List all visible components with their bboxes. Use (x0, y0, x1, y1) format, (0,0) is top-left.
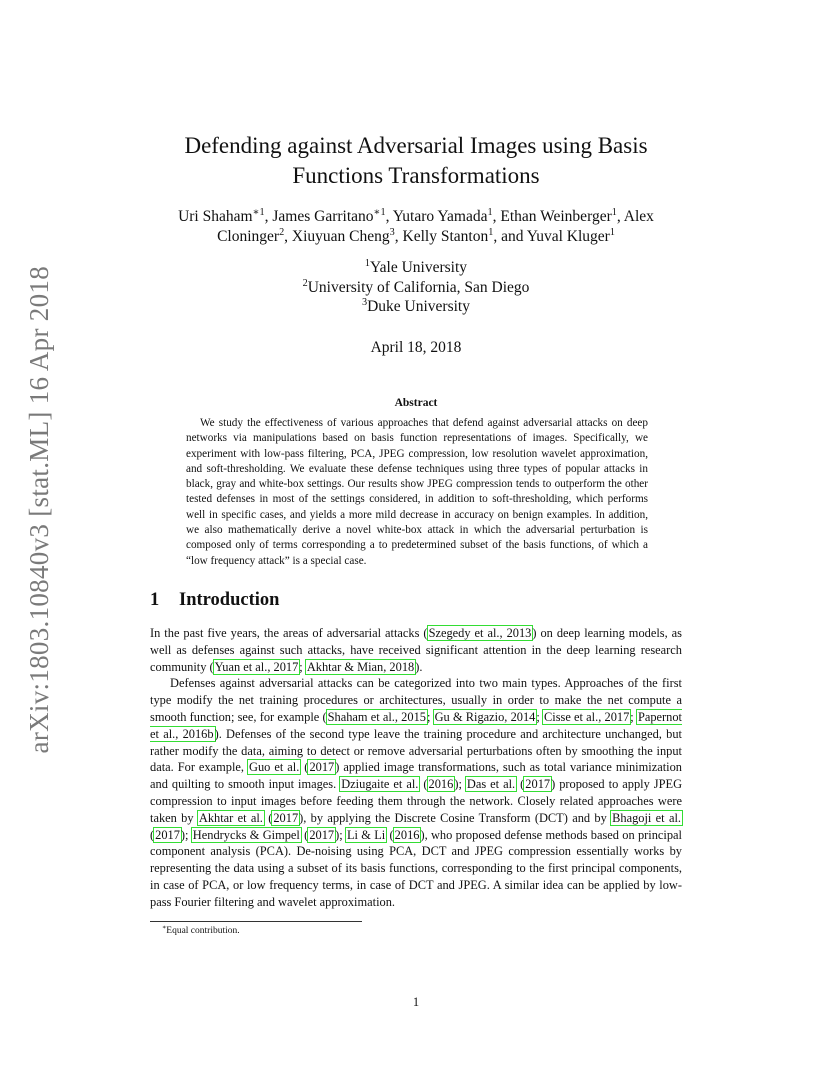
publication-date: April 18, 2018 (370, 339, 462, 356)
citation-link[interactable]: Guo et al. (249, 760, 300, 775)
paragraph (150, 625, 682, 675)
paragraph-text: ; (299, 659, 306, 674)
footnote (162, 923, 240, 936)
paragraph-text: ; (630, 709, 637, 724)
paragraph-text: In the past five years, the areas of adversarial attacks ( (150, 626, 428, 640)
author[interactable]: Kelly Stanton$^1$ (402, 226, 494, 245)
citation-link[interactable]: Akhtar et al. (198, 810, 263, 825)
paragraph-text: ( (516, 777, 525, 792)
paragraph-text: ( (386, 827, 394, 842)
citation-link[interactable]: Gu & Rigazio, 2014 (434, 709, 536, 724)
arxiv-stamp (18, 266, 60, 754)
citation-link[interactable]: Akhtar & Mian, 2018 (306, 659, 415, 674)
paragraph-text: ( (300, 827, 309, 842)
footnote-text: Equal contribution. (166, 926, 240, 936)
citation-link[interactable]: Das et al. (466, 777, 516, 792)
citation-link[interactable]: 2017 (525, 777, 551, 792)
author[interactable]: Xiuyuan Cheng$^3$ (291, 226, 395, 245)
citation-link[interactable]: Dziugaite et al. (341, 777, 419, 792)
page-number: 1 (412, 995, 420, 1009)
section-number: 1 (150, 590, 160, 610)
paragraph-text: ) on deep learning models, as well as defenses against such attacks, have received significant attention in the deep learning research community ( (150, 626, 682, 674)
section-title: Introduction (179, 590, 280, 610)
affiliation: $^3$Duke University (362, 296, 470, 315)
citation-link[interactable]: Hendrycks & Gimpel (192, 827, 300, 842)
author[interactable]: Uri Shaham$^{∗1}$ (178, 206, 265, 225)
paragraph-text: ); (180, 827, 192, 842)
section-body (150, 625, 682, 911)
affiliation: $^2$University of California, San Diego (302, 277, 530, 296)
citation-link[interactable]: Li & Li (346, 827, 386, 842)
author-list: Uri Shaham$^{∗1}$, James Garritano$^{∗1}$, Yutaro Yamada$^1$, Ethan Weinberger$^1$, Alex Cloninger$^2$, Xiuyuan Cheng$^3$, Kelly Stanton$^1$, and Yuval Kluger$^1$ (178, 206, 654, 245)
section-heading (150, 590, 279, 611)
footnote-rule (150, 921, 362, 922)
paragraph-text: ); (335, 827, 346, 842)
paragraph-text: ) proposed to apply JPEG compression to input images before feeding them through the network. Closely related approaches were taken by (150, 777, 683, 825)
citation-link[interactable]: 2017 (273, 810, 299, 825)
citation-link[interactable]: 2017 (309, 827, 335, 842)
citation-link[interactable]: Szegedy et al., 2013 (428, 626, 532, 640)
author[interactable]: James Garritano$^{∗1}$ (272, 206, 386, 225)
author[interactable]: Ethan Weinberger$^1$ (500, 206, 617, 225)
paragraph-text: ) applied image transformations, such as total variance minimization and quilting to smooth input images. (150, 760, 682, 792)
paragraph-text: ), who proposed defense methods based on principal component analysis (PCA). De-noising using PCA, DCT and JPEG compression essentially works by representing the data using a subset of its basis functions, corresponding to the first principal components, in case of PCA, or low frequency terms, in case of DCT and JPEG. A similar idea can be applied by low-pass Fourier filtering and wavelet approximation. (150, 827, 682, 909)
affiliation-list (150, 258, 682, 317)
citation-link[interactable]: Shaham et al., 2015 (327, 709, 426, 724)
abstract-heading: Abstract (394, 397, 438, 409)
citation-link[interactable]: Cisse et al., 2017 (544, 709, 630, 724)
citation-link[interactable]: Papernot et al., 2016b (150, 709, 682, 741)
affiliation: $^1$Yale University (364, 257, 468, 276)
paragraph-text: ). (415, 659, 423, 674)
abstract-text: We study the effectiveness of various approaches that defend against adversarial attacks on deep networks via manipulations based on basis function representations of images. Specifically, we experiment with low-pass filtering, PCA, JPEG compression, low resolution wavelet approximation, and soft-thresholding. We evaluate these defense techniques using three types of popular attacks in black, gray and white-box settings. Our results show JPEG compression tends to outperform the other tested defenses in most of the settings considered, in addition to soft-thresholding, which performs well in specific cases, and yields a more mild decrease in accuracy on benign examples. In addition, we also mathematically derive a novel white-box attack in which the adversarial perturbation is composed only of terms corresponding a to predetermined subset of the basis functions, of which a “low frequency attack” is a special case. (186, 417, 648, 567)
paragraph-text: ; (426, 709, 434, 724)
citation-link[interactable]: Yuan et al., 2017 (214, 659, 299, 674)
paragraph-text: ; (536, 709, 544, 724)
paragraph-text: ). Defenses of the second type leave the training procedure and architecture unchanged, but rather modify the data, aiming to detect or remove adversarial perturbations often by smoothing the input data. For example, (150, 726, 682, 775)
citation-link[interactable]: 2017 (309, 760, 335, 775)
paragraph-text: ), by applying the Discrete Cosine Transform (DCT) and by (299, 810, 612, 825)
author[interactable]: Yutaro Yamada$^1$ (392, 206, 493, 225)
author[interactable]: Yuval Kluger$^1$ (526, 226, 615, 245)
footnote-mark: ∗ (162, 923, 167, 931)
citation-link[interactable]: 2016 (394, 827, 420, 842)
paragraph-text: ( (419, 777, 428, 792)
citation-link[interactable]: Bhagoji et al. (612, 810, 681, 825)
author[interactable]: Alex Cloninger$^2$ (217, 208, 654, 245)
paragraph-text: ( (300, 760, 309, 775)
arxiv-stamp-text: arXiv:1803.10840v3 [stat.ML] 16 Apr 2018 (23, 266, 54, 754)
paper-title: Defending against Adversarial Images using Basis Functions Transformations (184, 133, 648, 188)
citation-link[interactable]: 2017 (155, 827, 180, 842)
paragraph-text: ( (263, 810, 273, 825)
paragraph-text: ( (150, 827, 155, 842)
paragraph-text: ); (454, 777, 466, 792)
paragraph (150, 675, 682, 910)
paragraph-text: Defenses against adversarial attacks can be categorized into two main types. Approaches of the first type modify the net training procedures or architectures, usually in order to make the net compute a smooth function; see, for example ( (150, 676, 682, 724)
citation-link[interactable]: 2016 (428, 777, 454, 792)
